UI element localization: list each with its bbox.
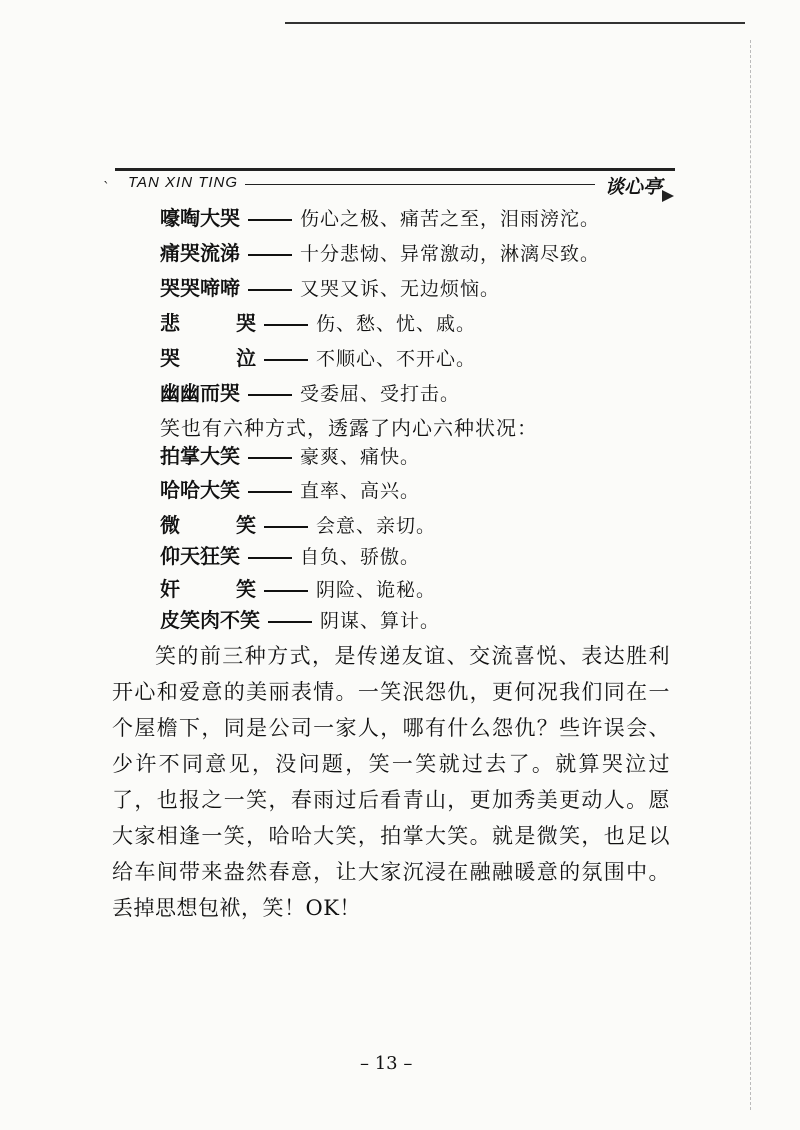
list-description: 阴险、诡秘。 — [316, 579, 437, 601]
list-item — [160, 310, 476, 337]
dash-divider — [248, 557, 292, 559]
list-term: 幽幽而哭 — [160, 381, 240, 405]
list-term: 仰天狂笑 — [160, 544, 240, 568]
dash-divider — [248, 394, 292, 396]
list-term: 皮笑肉不笑 — [160, 608, 260, 632]
list-description: 直率、高兴。 — [300, 480, 421, 502]
list-term: 悲哭 — [160, 311, 256, 335]
list-term: 嚎啕大哭 — [160, 206, 240, 230]
header-mark: ˋ — [103, 180, 110, 196]
header-middle-rule — [245, 184, 595, 185]
top-rule — [285, 22, 745, 24]
list-description: 自负、骄傲。 — [300, 546, 421, 568]
header-arrow-icon — [662, 190, 674, 202]
list-term: 痛哭流涕 — [160, 241, 240, 265]
dash-divider — [264, 324, 308, 326]
list-description: 伤、愁、忧、戚。 — [316, 313, 477, 335]
list-item — [160, 443, 420, 470]
list-term: 哈哈大笑 — [160, 478, 240, 502]
page-edge — [750, 40, 751, 1110]
header-left-text: TAN XIN TING — [128, 174, 239, 191]
list-description: 豪爽、痛快。 — [300, 446, 421, 468]
dash-divider — [264, 526, 308, 528]
list-term: 微笑 — [160, 513, 256, 537]
dash-divider — [264, 590, 308, 592]
list-term: 哭哭啼啼 — [160, 276, 240, 300]
list-item — [160, 512, 436, 539]
list-item — [160, 275, 500, 302]
dash-divider — [248, 491, 292, 493]
laugh-intro: 笑也有六种方式，透露了内心六种状况： — [160, 416, 538, 440]
list-item — [160, 205, 600, 232]
list-item — [160, 607, 440, 634]
list-description: 伤心之极、痛苦之至，泪雨滂沱。 — [300, 208, 601, 230]
list-term: 哭泣 — [160, 346, 256, 370]
list-item — [160, 477, 420, 504]
list-description: 阴谋、算计。 — [320, 610, 441, 632]
list-item — [160, 543, 420, 570]
body-paragraph: 笑的前三种方式，是传递友谊、交流喜悦、表达胜利开心和爱意的美丽表情。一笑泯怨仇，更何况我们同在一个屋檐下，同是公司一家人，哪有什么怨仇？些许误会、少许不同意见，没问题，笑一笑就过去了。就算哭泣过了，也报之一笑，春雨过后看青山，更加秀美更动人。愿大家相逢一笑，哈哈大笑，拍掌大笑。就是微笑，也足以给车间带来盎然春意，让大家沉浸在融融暖意的氛围中。丢掉思想包袱，笑！OK！ — [112, 644, 670, 920]
list-term: 奸笑 — [160, 577, 256, 601]
list-item — [160, 345, 476, 372]
list-item — [160, 240, 600, 267]
dash-divider — [248, 219, 292, 221]
dash-divider — [268, 621, 312, 623]
dash-divider — [248, 254, 292, 256]
list-item — [160, 576, 436, 603]
list-description: 又哭又诉、无边烦恼。 — [300, 278, 501, 300]
list-item — [160, 380, 460, 407]
list-description: 十分悲恸、异常激动，淋漓尽致。 — [300, 243, 601, 265]
list-description: 受委屈、受打击。 — [300, 383, 461, 405]
header-rule — [115, 168, 675, 171]
list-description: 不顺心、不开心。 — [316, 348, 477, 370]
list-term: 拍掌大笑 — [160, 444, 240, 468]
dash-divider — [264, 359, 308, 361]
dash-divider — [248, 457, 292, 459]
list-description: 会意、亲切。 — [316, 515, 437, 537]
header-right-text: 谈心亭 — [605, 176, 663, 198]
dash-divider — [248, 289, 292, 291]
page-number: – 13 – — [360, 1053, 413, 1074]
